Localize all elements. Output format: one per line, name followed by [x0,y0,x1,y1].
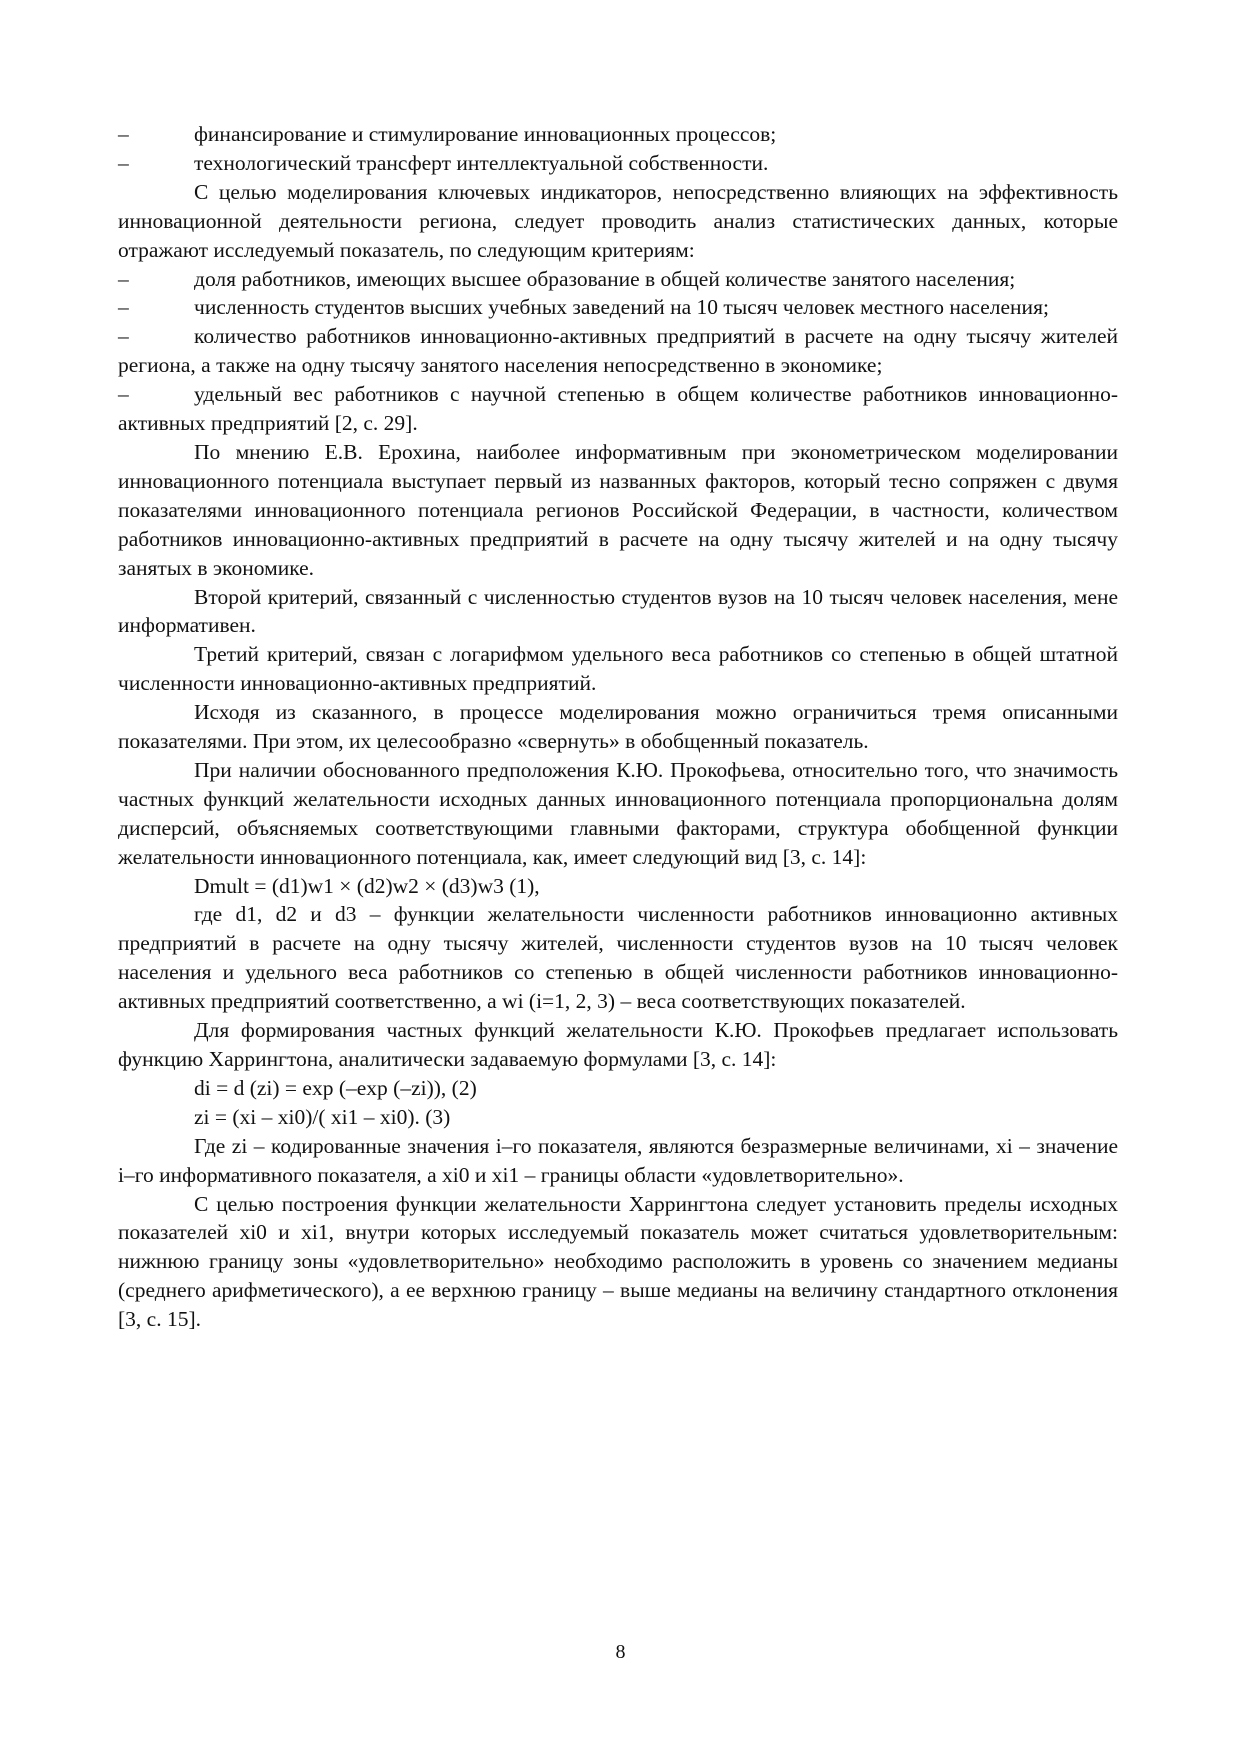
list-item-text: финансирование и стимулирование инновационных процессов; [194,122,777,146]
paragraph-formula-1-explanation: где d1, d2 и d3 – функции желательности численности работников инновационно активных предприятий в расчете на одну тысячу жителей, численности студентов вузов на 10 тысяч человек населения и удельного веса работников со степенью в общей численности работников инновационно-активных предприятий соответственно, а wi (i=1, 2, 3) – веса соответствующих показателей. [118,902,1118,1014]
list-item-financing [118,120,1118,149]
list-item-transfer [118,149,1118,178]
paragraph-modeling-criteria: С целью моделирования ключевых индикаторов, непосредственно влияющих на эффективность инновационной деятельности региона, следует проводить анализ статистических данных, которые отражают исследуемый показатель, по следующим критериям: [118,179,1118,262]
dash-marker: – [118,295,129,320]
dash-marker: – [118,382,129,407]
list-item-text: количество работников инновационно-активных предприятий в расчете на одну тысячу жителей региона, а также на одну тысячу занятого населения непосредственно в экономике; [118,324,1118,378]
paragraph-harrington: Для формирования частных функций желательности К.Ю. Прокофьев предлагает использовать функцию Харрингтона, аналитически задаваемую формулами [3, с. 14]: [118,1018,1118,1071]
formula-1: Dmult = (d1)w1 × (d2)w2 × (d3)w3 (1), [194,873,540,898]
list-item-higher-education [118,265,1118,294]
formula-2: di = d (zi) = exp (–exp (–zi)), (2) [194,1075,477,1100]
list-item-text: удельный вес работников с научной степенью в общем количестве работников инновационно-активных предприятий [2, с. 29]. [118,382,1118,436]
paragraph-conclusion: Исходя из сказанного, в процессе моделирования можно ограничиться тремя описанными показателями. При этом, их целесообразно «свернуть» в обобщенный показатель. [118,700,1118,754]
page-number: 8 [615,1641,626,1663]
paragraph-prokofiev: При наличии обоснованного предположения К.Ю. Прокофьева, относительно того, что значимость частных функций желательности исходных данных инновационного потенциала пропорциональна долям дисперсий, объясняемых соответствующими главными факторами, структура обобщенной функции желательности инновационного потенциала, как, имеет следующий вид [3, с. 14]: [118,757,1118,869]
page-body [118,120,1118,1334]
list-item-workers-count [118,322,1118,380]
list-item-text: численность студентов высших учебных заведений на 10 тысяч человек местного населения; [194,295,1049,320]
paragraph-harrington-limits: С целью построения функции желательности Харрингтона следует установить пределы исходных показателей xi0 и xi1, внутри которых исследуемый показатель может считаться удовлетворительным: нижнюю границу зоны «удовлетворительно» необходимо расположить в уровень со значением медианы (среднего арифметического), а ее верхнюю границу – выше медианы на величину стандартного отклонения [3, с. 15]. [118,1191,1118,1332]
dash-marker: – [118,266,129,291]
list-item-students [118,293,1118,322]
list-item-text: технологический трансферт интеллектуальной собственности. [194,150,769,175]
paragraph-second-criterion: Второй критерий, связанный с численностью студентов вузов на 10 тысяч человек населения, мене информативен. [118,584,1118,638]
formula-3: zi = (xi – xi0)/( xi1 – xi0). (3) [194,1104,451,1129]
paragraph-erokhin: По мнению Е.В. Ерохина, наиболее информативным при эконометрическом моделировании инновационного потенциала выступает первый из названных факторов, который тесно сопряжен с двумя показателями инновационного потенциала регионов Российской Федерации, в частности, количеством работников инновационно-активных предприятий в расчете на одну тысячу жителей и на одну тысячу занятых в экономике. [118,439,1118,580]
dash-marker: – [118,150,129,175]
list-item-text: доля работников, имеющих высшее образование в общей количестве занятого населения; [194,266,1016,291]
dash-marker: – [118,122,129,146]
list-item-scientific-degree [118,380,1118,438]
dash-marker: – [118,324,129,349]
paragraph-third-criterion: Третий критерий, связан с логарифмом удельного веса работников со степенью в общей штатной численности инновационно-активных предприятий. [118,642,1118,696]
paragraph-formula-explanation: Где zi – кодированные значения i–го показателя, являются безразмерные величинами, xi – значение i–го информативного показателя, а xi0 и xi1 – границы области «удовлетворительно». [118,1133,1118,1187]
